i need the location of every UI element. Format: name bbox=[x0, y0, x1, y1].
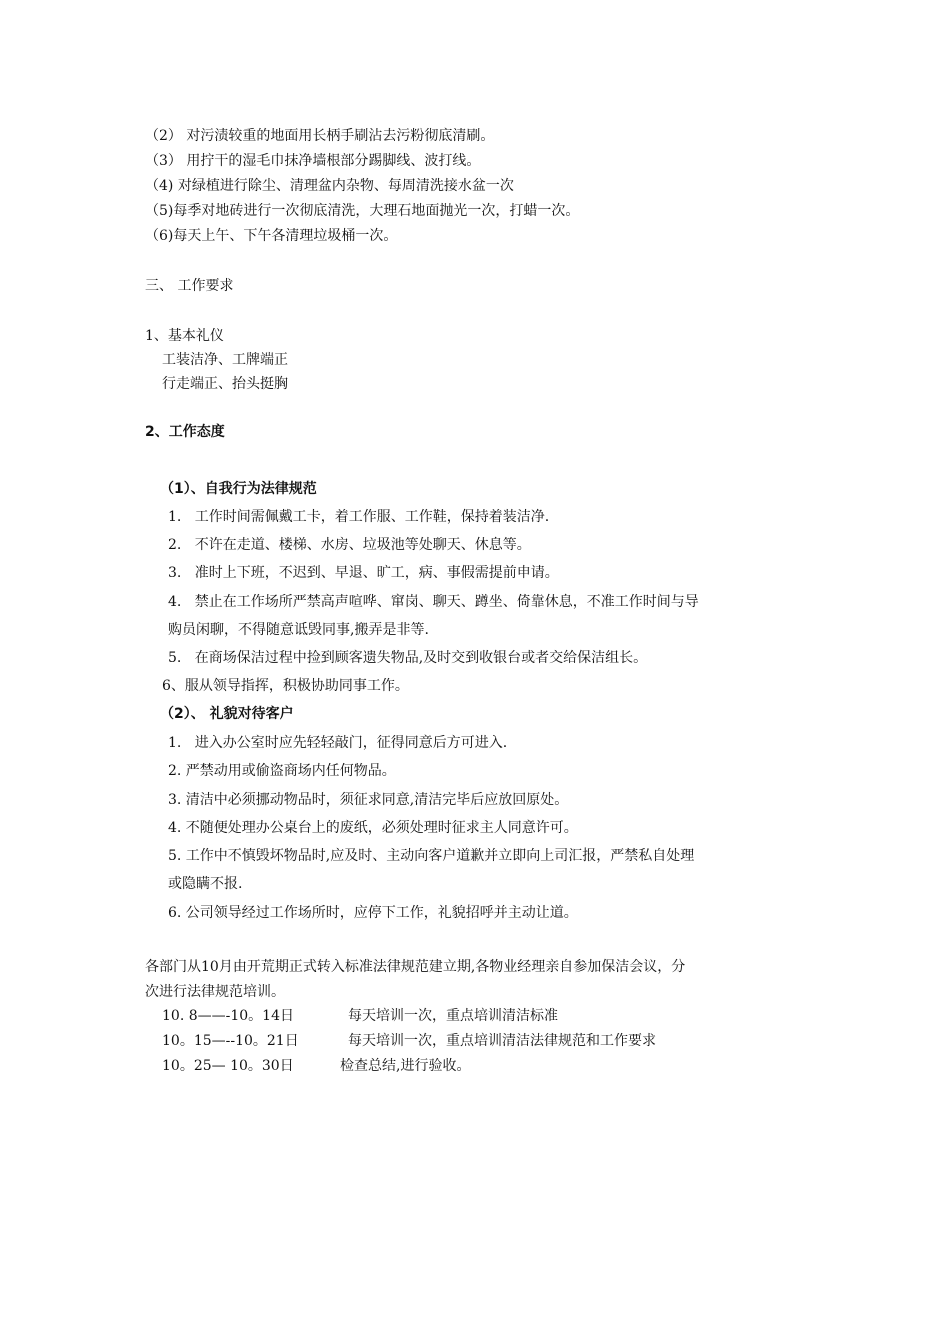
list-item: 5. 工作中不慎毁坏物品时,应及时、主动向客户道歉并立即向上司汇报，严禁私自处理 bbox=[168, 848, 695, 864]
schedule-period: 10。25— 10。30日 bbox=[162, 1058, 294, 1074]
etiquette-line: 行走端正、抬头挺胸 bbox=[162, 376, 288, 392]
list-item: 1. 工作时间需佩戴工卡，着工作服、工作鞋，保持着装洁净. bbox=[168, 509, 550, 525]
list-item: 4. 禁止在工作场所严禁高声喧哗、窜岗、聊天、蹲坐、倚靠休息，不准工作时间与导 bbox=[168, 594, 699, 610]
schedule-content: 每天培训一次，重点培训清洁标准 bbox=[348, 1008, 558, 1024]
list-item: 4. 不随便处理办公桌台上的废纸，必须处理时征求主人同意许可。 bbox=[168, 820, 578, 836]
list-item: 6、服从领导指挥，积极协助同事工作。 bbox=[162, 678, 409, 694]
schedule-content: 检查总结,进行验收。 bbox=[340, 1058, 471, 1074]
list-item: 1. 进入办公室时应先轻轻敲门，征得同意后方可进入. bbox=[168, 735, 508, 751]
etiquette-line: 工装洁净、工牌端正 bbox=[162, 352, 288, 368]
list-item: 6. 公司领导经过工作场所时，应停下工作，礼貌招呼并主动让道。 bbox=[168, 905, 578, 921]
schedule-content: 每天培训一次，重点培训清洁法律规范和工作要求 bbox=[348, 1033, 656, 1049]
subsection-heading: 1、基本礼仪 bbox=[145, 328, 224, 344]
list-item: 5. 在商场保洁过程中捡到顾客遗失物品,及时交到收银台或者交给保洁组长。 bbox=[168, 650, 648, 666]
subsection-heading: 2、工作态度 bbox=[145, 424, 225, 440]
section-heading: 三、 工作要求 bbox=[145, 278, 234, 294]
cleaning-step: （6)每天上午、下午各清理垃圾桶一次。 bbox=[145, 228, 398, 244]
list-item: 2. 严禁动用或偷盗商场内任何物品。 bbox=[168, 763, 396, 779]
list-item: 2. 不许在走道、楼梯、水房、垃圾池等处聊天、休息等。 bbox=[168, 537, 531, 553]
cleaning-step: （5)每季对地砖进行一次彻底清洗，大理石地面抛光一次，打蜡一次。 bbox=[145, 203, 580, 219]
list-item: 3. 准时上下班，不迟到、早退、旷工，病、事假需提前申请。 bbox=[168, 565, 559, 581]
schedule-period: 10. 8——-10。14日 bbox=[162, 1008, 294, 1024]
cleaning-step: （3） 用拧干的湿毛巾抹净墙根部分踢脚线、波打线。 bbox=[145, 153, 481, 169]
cleaning-step: （2） 对污渍较重的地面用长柄手刷沾去污粉彻底清刷。 bbox=[145, 128, 495, 144]
list-item: 3. 清洁中必须挪动物品时，须征求同意,清洁完毕后应放回原处。 bbox=[168, 792, 569, 808]
subsection-heading: （2）、 礼貌对待客户 bbox=[160, 706, 294, 722]
list-item: 或隐瞒不报. bbox=[168, 876, 243, 892]
list-item: 购员闲聊，不得随意诋毁同事,搬弄是非等. bbox=[168, 622, 429, 638]
paragraph-line: 各部门从10月由开荒期正式转入标准法律规范建立期,各物业经理亲自参加保洁会议，分 bbox=[145, 959, 686, 975]
schedule-period: 10。15—--10。21日 bbox=[162, 1033, 299, 1049]
subsection-heading: （1）、自我行为法律规范 bbox=[160, 481, 317, 497]
paragraph-line: 次进行法律规范培训。 bbox=[145, 984, 285, 1000]
cleaning-step: （4) 对绿植进行除尘、清理盆内杂物、每周清洗接水盆一次 bbox=[145, 178, 514, 194]
